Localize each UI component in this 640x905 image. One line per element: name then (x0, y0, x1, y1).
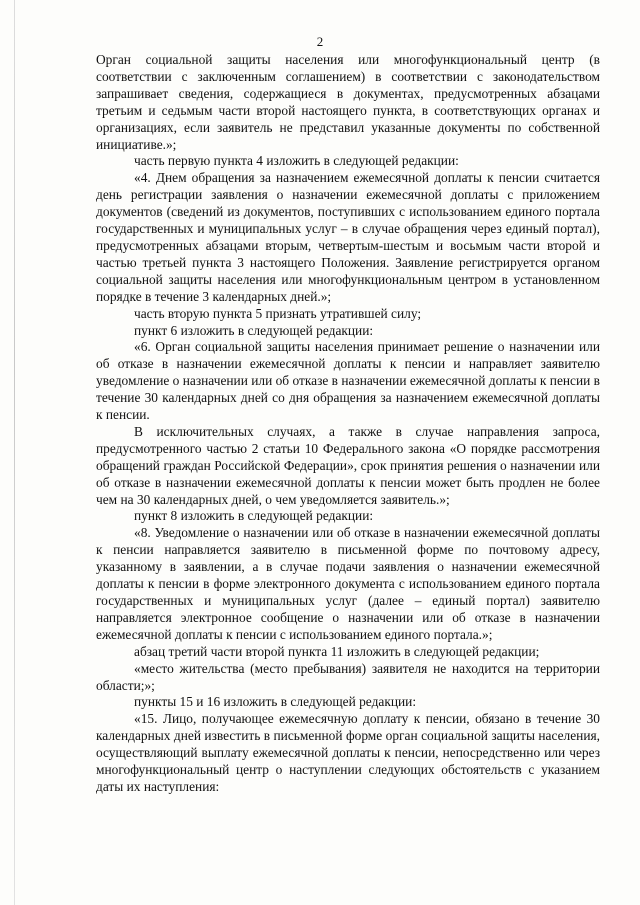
paragraph: пункт 8 изложить в следующей редакции: (134, 508, 374, 524)
paragraph: «8. Уведомление о назначении или об отказе в назначении ежемесячной доплаты к пенсии направляется заявителю в письменной форме по почтовому адресу, указанному в заявлении, а в случае подачи заявления о назначении ежемесячной доплаты к пенсии в форме электронного документа с использованием единого портала государственных и муниципальных услуг (далее – единый портал) заявителю направляется электронное сообщение о назначении или об отказе в назначении ежемесячной доплаты к пенсии с использованием единого портала.»; (96, 525, 600, 642)
paragraph: «6. Орган социальной защиты населения принимает решение о назначении или об отказе в назначении ежемесячной доплаты к пенсии и направляет заявителю уведомление о назначении или об отказе в назначении ежемесячной доплаты к пенсии в течение 30 календарных дней со дня обращения за назначением ежемесячной доплаты к пенсии. (96, 339, 600, 423)
paragraph: «15. Лицо, получающее ежемесячную доплату к пенсии, обязано в течение 30 календарных дней известить в письменной форме орган социальной защиты населения, осуществляющий выплату ежемесячной доплаты к пенсии, непосредственно или через многофункциональный центр о наступлении следующих обстоятельств с указанием даты их наступления: (96, 711, 600, 794)
paragraph: часть первую пункта 4 изложить в следующей редакции: (134, 153, 459, 169)
paragraph: Орган социальной защиты населения или многофункциональный центр (в соответствии с заключенным соглашением) в соответствии с законодательством запрашивает сведения, содержащиеся в документах, предусмотренных абзацами третьим и седьмым части второй настоящего пункта, в соответствующих органах и организациях, если заявитель не представил указанные документы по собственной инициативе.»; (96, 52, 600, 152)
scan-edge (14, 0, 15, 905)
paragraph: часть вторую пункта 5 признать утратившей силу; (134, 305, 422, 321)
document-body (96, 52, 600, 796)
paragraph: «место жительства (место пребывания) заявителя не находится на территории области;»; (96, 660, 600, 693)
paragraph: пункты 15 и 16 изложить в следующей редакции: (134, 694, 417, 710)
paragraph: абзац третий части второй пункта 11 изложить в следующей редакции; (134, 643, 540, 659)
paragraph: «4. Днем обращения за назначением ежемесячной доплаты к пенсии считается день регистрации заявления о назначении ежемесячной доплаты с приложением документов (сведений из документов, поступивших с использованием единого портала государственных и муниципальных услуг – в случае обращения через единый портал), предусмотренных абзацами вторым, четвертым-шестым и восьмым части второй и частью третьей пункта 3 настоящего Положения. Заявление регистрируется органом социальной защиты населения или многофункциональным центром в установленном порядке в течение 3 календарных дней.»; (96, 170, 600, 304)
page-number: 2 (316, 34, 324, 49)
paragraph: В исключительных случаях, а также в случае направления запроса, предусмотренного частью 2 статьи 10 Федерального закона «О порядке рассмотрения обращений граждан Российской Федерации», срок принятия решения о назначении или об отказе в назначении ежемесячной доплаты к пенсии может быть продлен не более чем на 30 календарных дней, о чем уведомляется заявитель.»; (96, 423, 600, 507)
paragraph: пункт 6 изложить в следующей редакции: (134, 322, 374, 338)
